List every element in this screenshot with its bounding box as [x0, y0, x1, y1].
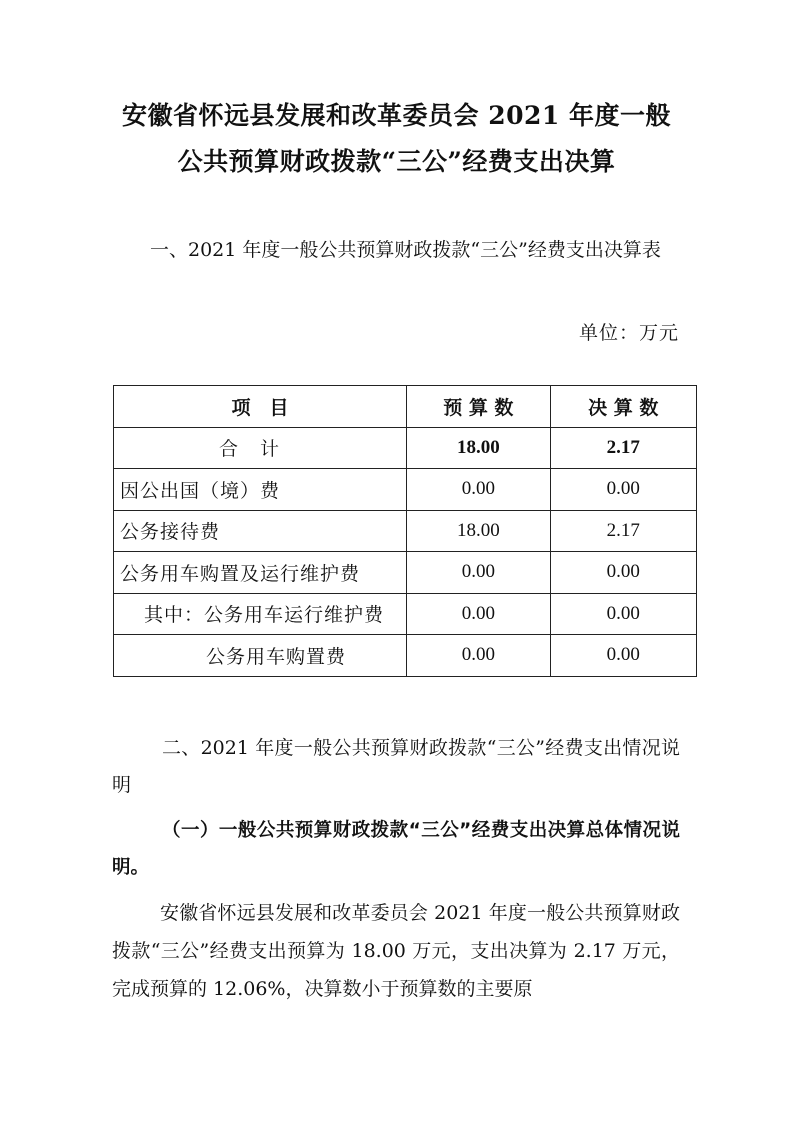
section2-heading: 二、2021 年度一般公共预算财政拨款“三公”经费支出情况说明: [112, 737, 680, 796]
section1-heading: 一、2021 年度一般公共预算财政拨款“三公”经费支出决算表: [150, 239, 661, 261]
total-budget: 18.00: [407, 427, 550, 469]
unit-label: 单位：万元: [578, 322, 679, 344]
row-budget: 0.00: [407, 635, 550, 677]
row-actual: 0.00: [550, 469, 696, 511]
table-row: [114, 469, 697, 511]
expense-table: [113, 385, 697, 677]
row-label: 公务用车购置费: [114, 635, 407, 677]
row-budget: 18.00: [407, 510, 550, 552]
section2-subheading: （一）一般公共预算财政拨款“三公”经费支出决算总体情况说明。: [112, 820, 680, 878]
row-actual: 2.17: [550, 510, 696, 552]
total-actual: 2.17: [550, 427, 696, 469]
row-actual: 0.00: [550, 635, 696, 677]
row-label: 公务接待费: [114, 510, 407, 552]
total-label: 合计: [114, 427, 407, 469]
row-actual: 0.00: [550, 552, 696, 594]
table-header-row: [114, 386, 697, 428]
header-actual: 决 算 数: [550, 386, 696, 428]
header-item: 项 目: [114, 386, 407, 428]
row-label: 其中：公务用车运行维护费: [114, 593, 407, 635]
document-title-line1: 安徽省怀远县发展和改革委员会 2021 年度一般: [122, 101, 671, 130]
document-title-line2: 公共预算财政拨款“三公”经费支出决算: [177, 147, 616, 176]
row-label: 因公出国（境）费: [114, 469, 407, 511]
table-row: [114, 635, 697, 677]
header-budget: 预 算 数: [407, 386, 550, 428]
table-row: [114, 552, 697, 594]
table-row: [114, 593, 697, 635]
row-budget: 0.00: [407, 593, 550, 635]
section2-paragraph: 安徽省怀远县发展和改革委员会 2021 年度一般公共预算财政拨款“三公”经费支出预算为 18.00 万元，支出决算为 2.17 万元，完成预算的 12.06%，决算数小于预算数的主要原: [112, 902, 680, 1000]
row-actual: 0.00: [550, 593, 696, 635]
table-total-row: [114, 427, 697, 469]
row-budget: 0.00: [407, 469, 550, 511]
row-label: 公务用车购置及运行维护费: [114, 552, 407, 594]
table-row: [114, 510, 697, 552]
row-budget: 0.00: [407, 552, 550, 594]
